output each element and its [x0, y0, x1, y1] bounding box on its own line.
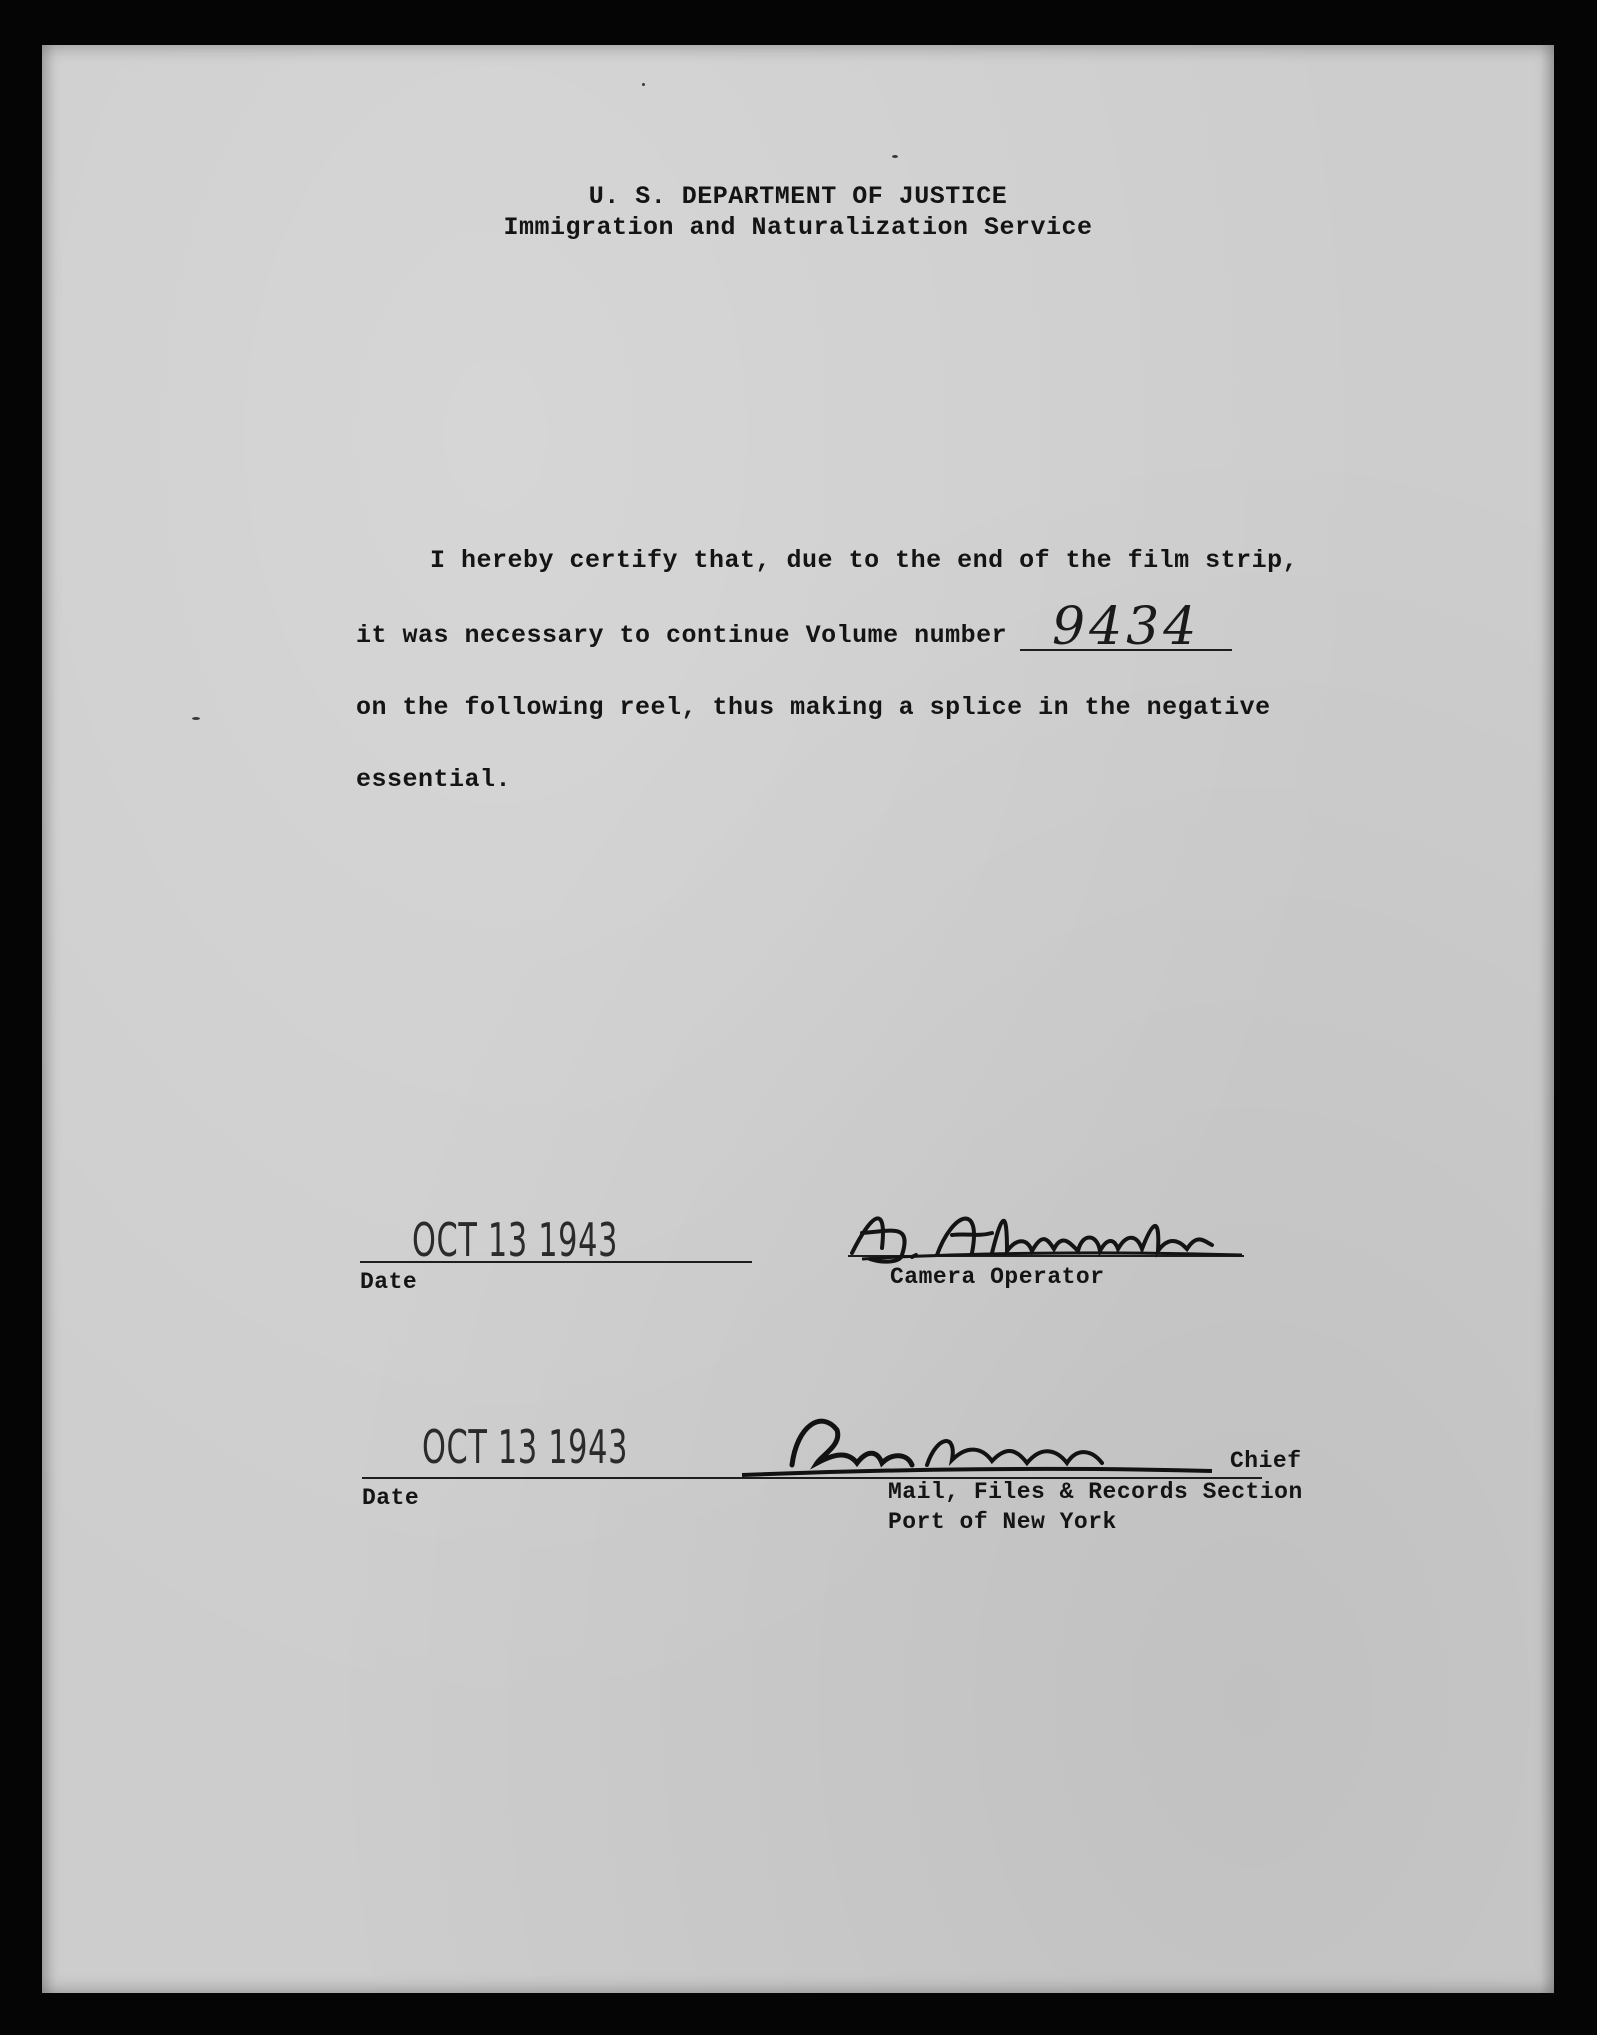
volume-number-handwritten: 9434 [1052, 597, 1201, 657]
chief-title: Chief [1230, 1448, 1302, 1474]
certification-line-3: on the following reel, thus making a splice in the negative [356, 693, 1271, 722]
operator-date-label: Date [360, 1269, 418, 1295]
chief-date-stamp: OCT 13 1943 [422, 1420, 629, 1474]
port-of-new-york: Port of New York [888, 1509, 1117, 1535]
service-heading: Immigration and Naturalization Service [503, 213, 1093, 242]
certification-line-1: I hereby certify that, due to the end of the film strip, [430, 546, 1299, 575]
chief-date-label: Date [362, 1485, 420, 1511]
paper-speck [192, 717, 200, 720]
certification-line-4: essential. [356, 765, 512, 794]
paper-speck [642, 83, 645, 86]
mail-files-records-section: Mail, Files & Records Section [888, 1479, 1303, 1505]
paper-speck [892, 155, 898, 158]
paper-sheet [42, 45, 1554, 1993]
camera-operator-label: Camera Operator [890, 1264, 1105, 1290]
certification-line-2: it was necessary to continue Volume number [356, 621, 1008, 650]
department-heading: U. S. DEPARTMENT OF JUSTICE [588, 182, 1008, 211]
operator-date-stamp: OCT 13 1943 [412, 1213, 619, 1267]
